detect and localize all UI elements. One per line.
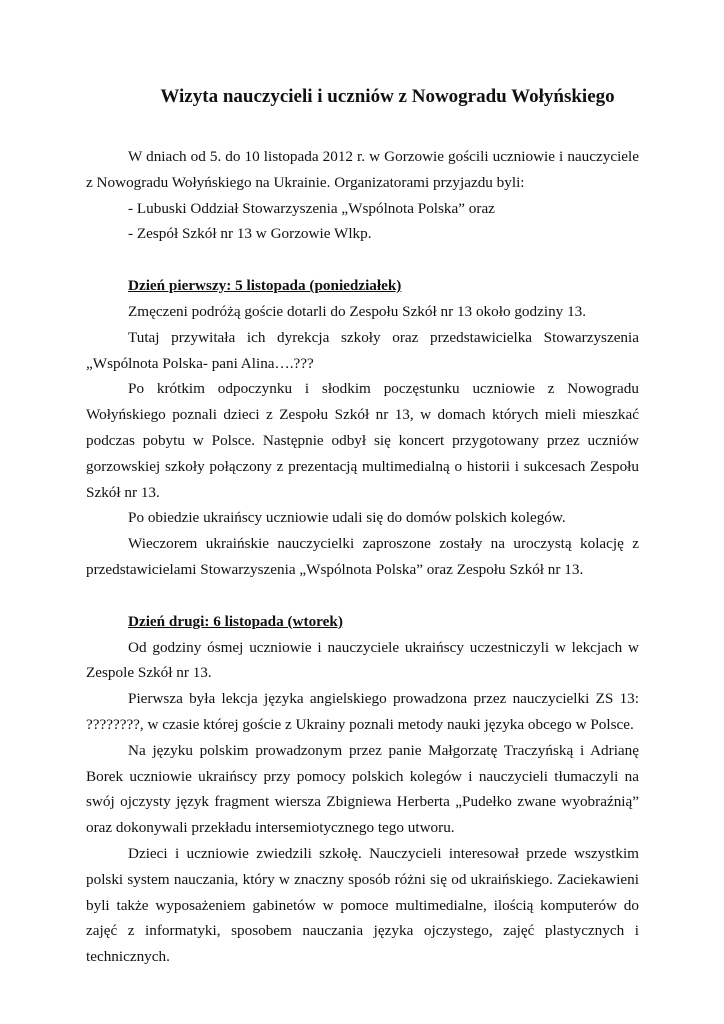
day2-paragraph: Dzieci i uczniowie zwiedzili szkołę. Nauczycieli interesował przede wszystkim polski system nauczania, który w znaczny sposób różni się od ukraińskiego. Zaciekawieni byli także wyposażeniem gabinetów w pomoce multimedialne, ilością komputerów do zajęć z informatyki, sposobem nauczania języka ojczystego, zajęć plastycznych i technicznych.: [86, 844, 639, 966]
document-page: [86, 84, 639, 970]
day1-paragraph: Tutaj przywitała ich dyrekcja szkoły oraz przedstawicielka Stowarzyszenia „Wspólnota Polska- pani Alina….???: [86, 328, 639, 372]
day2-paragraph: Pierwsza była lekcja języka angielskiego prowadzona przez nauczycielki ZS 13: ????????, w czasie której goście z Ukrainy poznali metody nauki języka obcego w Polsce.: [86, 690, 639, 733]
intro-paragraph: W dniach od 5. do 10 listopada 2012 r. w Gorzowie gościli uczniowie i nauczyciele z Nowogradu Wołyńskiego na Ukrainie. Organizatorami przyjazdu byli:: [86, 148, 639, 191]
day1-paragraph: Zmęczeni podróżą goście dotarli do Zespołu Szkół nr 13 około godziny 13.: [128, 302, 587, 320]
day2-paragraph: Na języku polskim prowadzonym przez panie Małgorzatę Traczyńską i Adrianę Borek uczniowie ukraińscy przy pomocy polskich kolegów i nauczycieli tłumaczyli na swój ojczysty język fragment wiersza Zbigniewa Herberta „Pudełko zwane wyobraźnią” oraz dokonywali przekładu intersemiotycznego tego utworu.: [86, 741, 639, 837]
organizer-item: - Lubuski Oddział Stowarzyszenia „Wspólnota Polska” oraz: [128, 199, 495, 217]
day2-heading: Dzień drugi: 6 listopada (wtorek): [128, 612, 343, 630]
document-title: Wizyta nauczycieli i uczniów z Nowogradu Wołyńskiego: [160, 86, 615, 107]
day1-paragraph: Wieczorem ukraińskie nauczycielki zaproszone zostały na uroczystą kolację z przedstawicielami Stowarzyszenia „Wspólnota Polska” oraz Zespołu Szkół nr 13.: [86, 535, 639, 578]
section-gap: [86, 583, 639, 609]
day1-paragraph: Po krótkim odpoczynku i słodkim poczęstunku uczniowie z Nowogradu Wołyńskiego poznali dzieci z Zespołu Szkół nr 13, w domach których mieli mieszkać podczas pobytu w Polsce. Następnie odbył się koncert przygotowany przez uczniów gorzowskiej szkoły połączony z prezentacją multimedialną o historii i sukcesach Zespołu Szkół nr 13.: [86, 380, 639, 501]
organizer-item: - Zespół Szkół nr 13 w Gorzowie Wlkp.: [128, 225, 372, 243]
day1-paragraph: Po obiedzie ukraińscy uczniowie udali się do domów polskich kolegów.: [128, 509, 566, 527]
section-gap: [86, 247, 639, 273]
day1-heading: Dzień pierwszy: 5 listopada (poniedziałek): [128, 277, 402, 295]
day2-paragraph: Od godziny ósmej uczniowie i nauczyciele ukraińscy uczestniczyli w lekcjach w Zespole Szkół nr 13.: [86, 638, 639, 682]
